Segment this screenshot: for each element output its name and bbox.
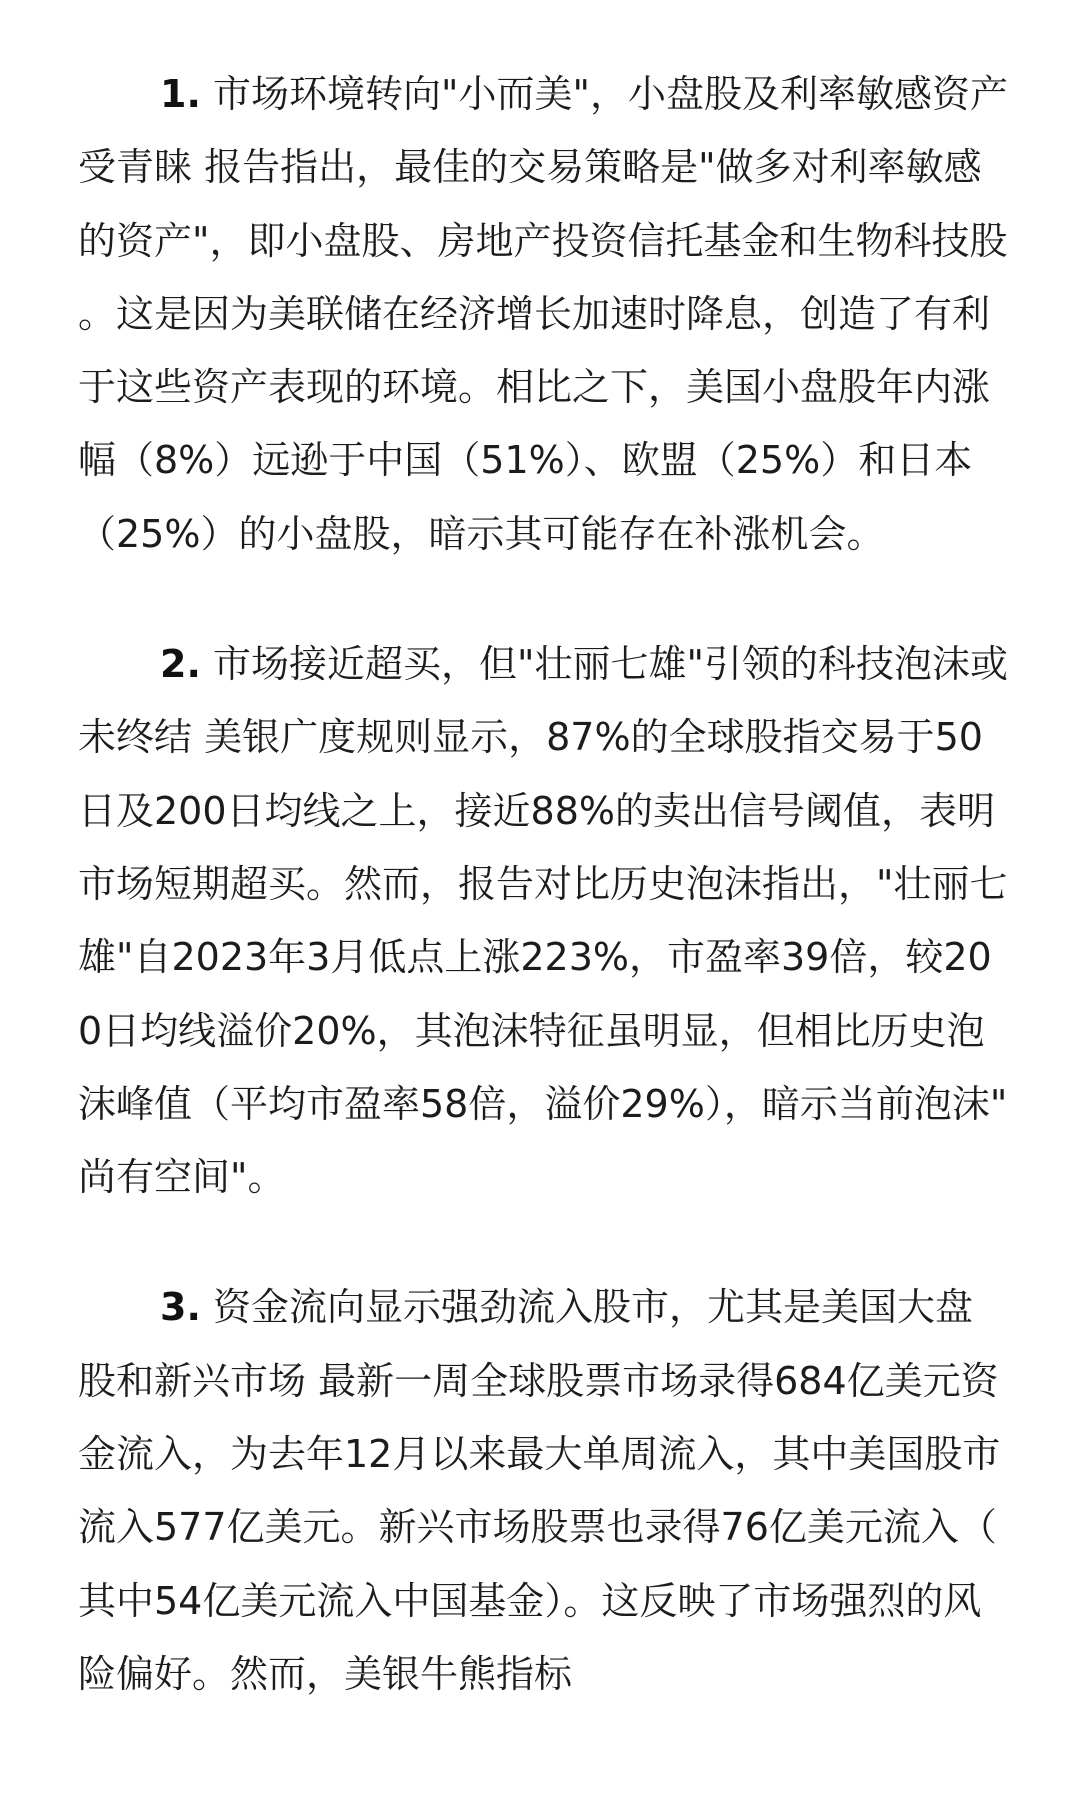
paragraph-number: 1. [160, 72, 201, 116]
paragraph-2 [78, 628, 1008, 1214]
paragraph-3 [78, 1271, 1008, 1711]
paragraph-text: 美银广度规则显示，87%的全球股指交易于50日及200日均线之上，接近88%的卖出信号阈值，表明市场短期超买。然而，报告对比历史泡沫指出，"壮丽七雄"自2023年3月低点上涨223%，市盈率39倍，较200日均线溢价20%，其泡沫特征虽明显，但相比历史泡沫峰值（平均市盈率58倍，溢价29%），暗示当前泡沫"尚有空间"。 [78, 715, 1008, 1200]
paragraph-1 [78, 58, 1008, 571]
paragraph-number: 2. [160, 642, 201, 687]
paragraph-heading: 市场环境转向"小而美"，小盘股及利率敏感资产受青睐 [78, 72, 1008, 190]
paragraph-number: 3. [160, 1285, 201, 1330]
article-body [78, 58, 1008, 1768]
paragraph-text: 最新一周全球股票市场录得684亿美元资金流入，为去年12月以来最大单周流入，其中美国股市流入577亿美元。新兴市场股票也录得76亿美元流入（其中54亿美元流入中国基金）。这反映了市场强烈的风险偏好。然而，美银牛熊指标 [78, 1358, 1001, 1696]
paragraph-heading: 资金流向显示强劲流入股市，尤其是美国大盘股和新兴市场 [78, 1285, 973, 1403]
paragraph-heading: 市场接近超买，但"壮丽七雄"引领的科技泡沫或未终结 [78, 642, 1008, 760]
paragraph-text: 报告指出，最佳的交易策略是"做多对利率敏感的资产"，即小盘股、房地产投资信托基金和生物科技股。这是因为美联储在经济增长加速时降息，创造了有利于这些资产表现的环境。相比之下，美国小盘股年内涨幅（8%）远逊于中国（51%）、欧盟（25%）和日本（25%）的小盘股，暗示其可能存在补涨机会。 [78, 145, 1008, 556]
